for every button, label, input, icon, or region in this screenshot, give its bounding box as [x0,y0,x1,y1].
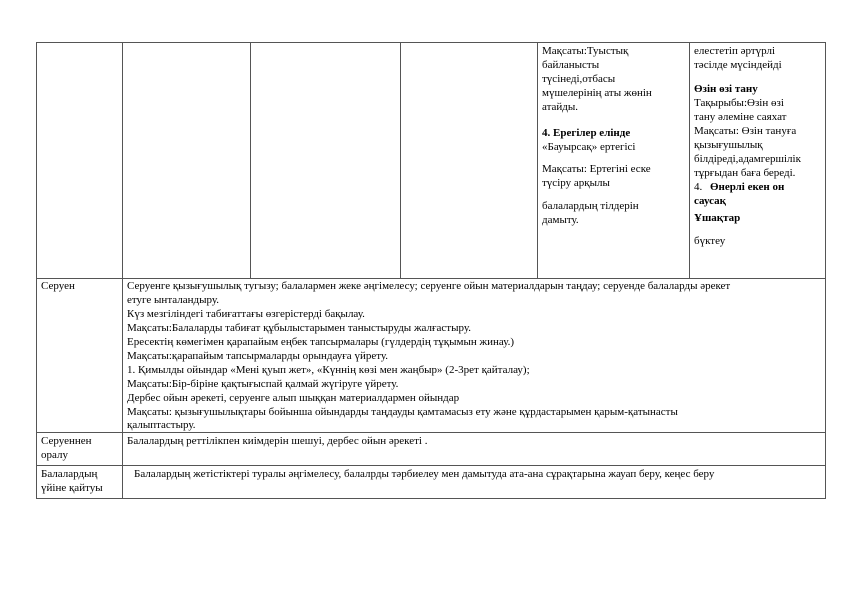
row-divider-1 [36,278,825,279]
section-heading: 4. Ерегілер елінде [542,127,631,139]
text-line: «Бауырсақ» ертегісі [542,141,636,153]
text-line: Мақсаты:Балаларды табиғат құбылыстарымен таныстыруды жалғастыру. [127,322,471,334]
text-line: тұрғыдан баға береді. [694,167,796,179]
table-border-top [36,42,825,43]
column-divider-3 [400,42,401,279]
text-line: тәсілде мүсіндейді [694,59,782,71]
column-divider-4 [537,42,538,279]
text-line: Мақсаты: Ертегіні еске [542,163,651,175]
text-line: елестетіп әртүрлі [694,45,776,57]
text-line: атайды. [542,101,579,113]
text-line: балалардың тілдерін [542,200,639,212]
text-line: Тақырыбы:Өзін өзі [694,97,784,109]
column-divider-1 [122,42,123,499]
section-heading: Ұшақтар [694,212,741,224]
text-line: дамыту. [542,214,579,226]
text-line: білдіреді,адамгершілік [694,153,801,165]
text-line: тану әлеміне саяхат [694,111,787,123]
text-line: Мақсаты:Туыстық [542,45,629,57]
home-content: Балалардың жетістіктері туралы әңгімелесу, балалрды тәрбиелеу мен дамытуда ата-ана сұрақтарына жауап беру, кеңес беру [134,468,715,480]
row-label-return: Серуеннен [41,435,92,447]
text-line: Мақсаты:қарапайым тапсырмаларды орындауға үйрету. [127,350,389,362]
table-border-right [825,42,826,499]
table-border-left [36,42,37,499]
section-heading: Өзін өзі тану [694,83,758,95]
column-divider-2 [250,42,251,279]
text-line: байланысты [542,59,600,71]
text-line: 1. Қимылды ойындар «Мені қуып жет», «Күннің көзі мен жаңбыр» (2-3рет қайталау); [127,364,530,376]
text-line: түсінеді,отбасы [542,73,616,85]
row-label-return: оралу [41,449,68,461]
text-line: Мақсаты: қызығушылықтары бойынша ойындарды таңдауды қамтамасыз ету және құрдастарымен қарым-қатынасты [127,406,678,418]
heading-number: 4. [694,181,703,193]
text-line: Мақсаты: Өзін тануға [694,125,797,137]
row-label-home: Балалардың [41,468,98,480]
section-heading: саусақ [694,195,726,207]
column-divider-5 [689,42,690,279]
text-line: бүктеу [694,235,726,247]
text-line: Серуенге қызығушылық тугызу; балалармен жеке әңгімелесу; серуенге ойын материалдарын таңдау; серуенде балаларды әрекет [127,280,731,292]
text-line: етуге ынталандыру. [127,294,219,306]
return-content: Балалардың реттілікпен киімдерін шешуі, дербес ойын әрекеті . [127,435,428,447]
text-line: Мақсаты:Бір-біріне қақтығыспай қалмай жүгіруге үйрету. [127,378,399,390]
row-label-home: үйіне қайтуы [41,482,103,494]
text-line: мүшелерінің аты жөнін [542,87,652,99]
text-line: қалыптастыру. [127,419,196,431]
text-line: Ересектің көмегімен қарапайым еңбек тапсырмалары (гүлдердің тұқымын жинау.) [127,336,515,348]
text-line: Дербес ойын әрекеті, серуенге алып шыққан материалдармен ойындар [127,392,460,404]
table-border-bottom [36,498,825,499]
text-line: Күз мезгіліндегі табиғаттағы өзгерістерді бақылау. [127,308,365,320]
text-line: түсіру арқылы [542,177,610,189]
section-heading: Өнерлі екен он [710,181,785,193]
row-label-seruen: Серуен [41,280,75,292]
row-divider-3 [36,465,825,466]
text-line: қызығушылық [694,139,763,151]
